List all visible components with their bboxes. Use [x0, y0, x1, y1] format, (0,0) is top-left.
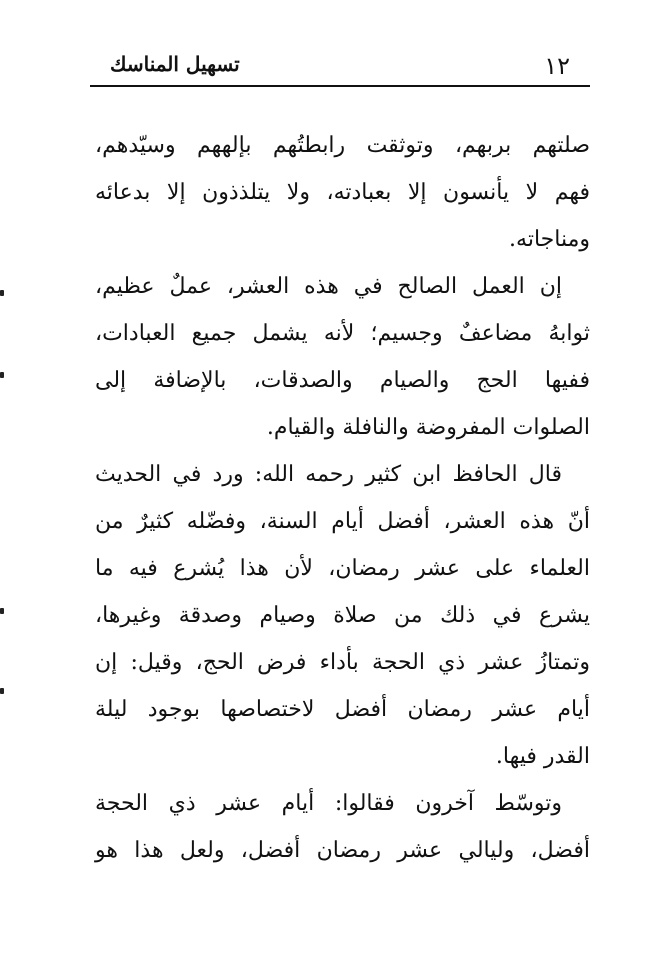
text-line: القدر فيها. — [495, 744, 590, 769]
page-number: ١٢ — [544, 52, 570, 80]
header-rule — [90, 85, 590, 87]
body-text — [95, 122, 590, 874]
text-line: ومناجاته. — [509, 227, 590, 252]
text-line: الصلوات المفروضة والنافلة والقيام. — [266, 415, 590, 440]
text-line: أيام عشر رمضان أفضل لاختصاصها بوجود ليلة — [95, 697, 590, 722]
scan-edge-mark — [0, 688, 4, 694]
text-line: قال الحافظ ابن كثير رحمه الله: ورد في الحديث — [95, 462, 562, 487]
text-line: فهم لا يأنسون إلا بعبادته، ولا يتلذذون إلا بدعائه — [95, 180, 590, 205]
text-line: إن العمل الصالح في هذه العشر، عملٌ عظيم، — [95, 274, 562, 299]
scan-edge-mark — [0, 372, 4, 378]
text-line: أنّ هذه العشر، أفضل أيام السنة، وفضّله كثيرٌ من — [95, 509, 590, 534]
text-line: ففيها الحج والصيام والصدقات، بالإضافة إلى — [95, 368, 590, 393]
running-title: تسهيل المناسك — [110, 52, 240, 76]
paragraph-1 — [95, 122, 590, 263]
paragraph-3 — [95, 451, 590, 780]
text-line: ثوابهُ مضاعفٌ وجسيم؛ لأنه يشمل جميع العبادات، — [95, 321, 590, 346]
paragraph-2 — [95, 263, 590, 451]
text-line: وتمتازُ عشر ذي الحجة بأداء فرض الحج، وقيل: إن — [95, 650, 590, 675]
text-line: وتوسّط آخرون فقالوا: أيام عشر ذي الحجة — [95, 791, 562, 816]
paragraph-4 — [95, 780, 590, 874]
text-line: أفضل، وليالي عشر رمضان أفضل، ولعل هذا هو — [95, 838, 590, 863]
text-line: صلتهم بربهم، وتوثقت رابطتُهم بإلههم وسيّدهم، — [95, 133, 590, 158]
text-line: العلماء على عشر رمضان، لأن هذا يُشرع فيه ما — [95, 556, 590, 581]
scan-edge-mark — [0, 290, 4, 296]
page-header — [90, 40, 590, 88]
text-line: يشرع في ذلك من صلاة وصيام وصدقة وغيرها، — [95, 603, 590, 628]
scan-edge-mark — [0, 608, 4, 614]
